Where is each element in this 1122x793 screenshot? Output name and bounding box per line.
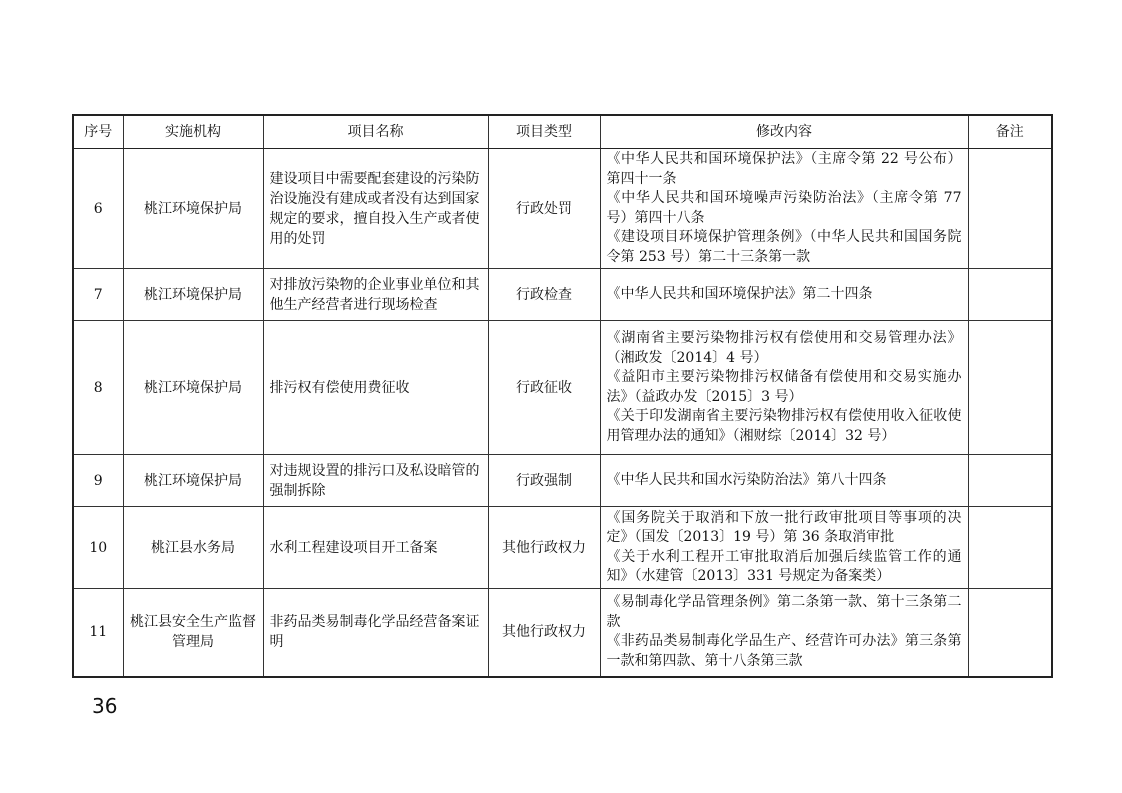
- row-item-type: 行政征收: [488, 321, 600, 455]
- header-remark: 备注: [968, 115, 1052, 149]
- modification-line: 《益阳市主要污染物排污权储备有偿使用和交易实施办法》（益政办发〔2015〕3 号）: [606, 369, 962, 405]
- row-item-name: 排污权有偿使用费征收: [263, 321, 488, 455]
- table-row: [73, 269, 1052, 321]
- header-item-type: 项目类型: [488, 115, 600, 149]
- modification-line: 《中华人民共和国环境保护法》第二十四条: [606, 285, 873, 302]
- row-number: 8: [73, 321, 123, 455]
- header-item-name: 项目名称: [263, 115, 488, 149]
- row-modification: [600, 149, 968, 269]
- table-row: [73, 321, 1052, 455]
- modification-line: 《湖南省主要污染物排污权有偿使用和交易管理办法》（湘政发〔2014〕4 号）: [606, 330, 962, 366]
- modification-line: 《中华人民共和国水污染防治法》第八十四条: [606, 471, 887, 488]
- row-agency: 桃江环境保护局: [123, 149, 263, 269]
- modification-line: 《国务院关于取消和下放一批行政审批项目等事项的决定》（国发〔2013〕19 号）第 36 条取消审批: [606, 509, 962, 545]
- row-modification: [600, 269, 968, 321]
- row-modification: [600, 589, 968, 677]
- row-number: 6: [73, 149, 123, 269]
- table-row: [73, 149, 1052, 269]
- row-modification: [600, 321, 968, 455]
- row-number: 7: [73, 269, 123, 321]
- row-item-name: 水利工程建设项目开工备案: [263, 507, 488, 589]
- row-agency: 桃江环境保护局: [123, 269, 263, 321]
- row-agency: 桃江环境保护局: [123, 321, 263, 455]
- modification-line: 《中华人民共和国环境保护法》（主席令第 22 号公布）第四十一条: [606, 151, 962, 187]
- modification-line: 《易制毒化学品管理条例》第二条第一款、第十三条第二款: [606, 594, 962, 630]
- row-number: 10: [73, 507, 123, 589]
- row-remark: [968, 507, 1052, 589]
- row-item-type: 行政处罚: [488, 149, 600, 269]
- row-number: 11: [73, 589, 123, 677]
- modification-line: 《关于印发湖南省主要污染物排污权有偿使用收入征收使用管理办法的通知》（湘财综〔2014〕32 号）: [606, 408, 962, 444]
- row-number: 9: [73, 455, 123, 507]
- row-item-type: 其他行政权力: [488, 507, 600, 589]
- header-number: 序号: [73, 115, 123, 149]
- row-item-type: 行政检查: [488, 269, 600, 321]
- row-agency: 桃江县水务局: [123, 507, 263, 589]
- row-agency: 桃江环境保护局: [123, 455, 263, 507]
- page-number: 36: [92, 694, 118, 718]
- row-item-name: 建设项目中需要配套建设的污染防治设施没有建成或者没有达到国家规定的要求，擅自投入生产或者使用的处罚: [263, 149, 488, 269]
- row-remark: [968, 321, 1052, 455]
- header-modification: 修改内容: [600, 115, 968, 149]
- row-remark: [968, 269, 1052, 321]
- authority-table: [72, 114, 1053, 678]
- row-remark: [968, 589, 1052, 677]
- modification-line: 《中华人民共和国环境噪声污染防治法》（主席令第 77 号）第四十八条: [606, 190, 962, 226]
- header-agency: 实施机构: [123, 115, 263, 149]
- row-modification: [600, 507, 968, 589]
- row-item-name: 非药品类易制毒化学品经营备案证明: [263, 589, 488, 677]
- row-item-name: 对排放污染物的企业事业单位和其他生产经营者进行现场检查: [263, 269, 488, 321]
- table-header-row: [73, 115, 1052, 149]
- row-modification: [600, 455, 968, 507]
- table-row: [73, 507, 1052, 589]
- modification-line: 《建设项目环境保护管理条例》（中华人民共和国国务院令第 253 号）第二十三条第一款: [606, 229, 962, 265]
- row-remark: [968, 455, 1052, 507]
- row-item-type: 行政强制: [488, 455, 600, 507]
- modification-line: 《关于水利工程开工审批取消后加强后续监管工作的通知》（水建管〔2013〕331 号规定为备案类）: [606, 548, 962, 584]
- table-row: [73, 589, 1052, 677]
- modification-line: 《非药品类易制毒化学品生产、经营许可办法》第三条第一款和第四款、第十八条第三款: [606, 633, 962, 669]
- table-row: [73, 455, 1052, 507]
- row-agency: 桃江县安全生产监督管理局: [123, 589, 263, 677]
- row-remark: [968, 149, 1052, 269]
- row-item-type: 其他行政权力: [488, 589, 600, 677]
- row-item-name: 对违规设置的排污口及私设暗管的强制拆除: [263, 455, 488, 507]
